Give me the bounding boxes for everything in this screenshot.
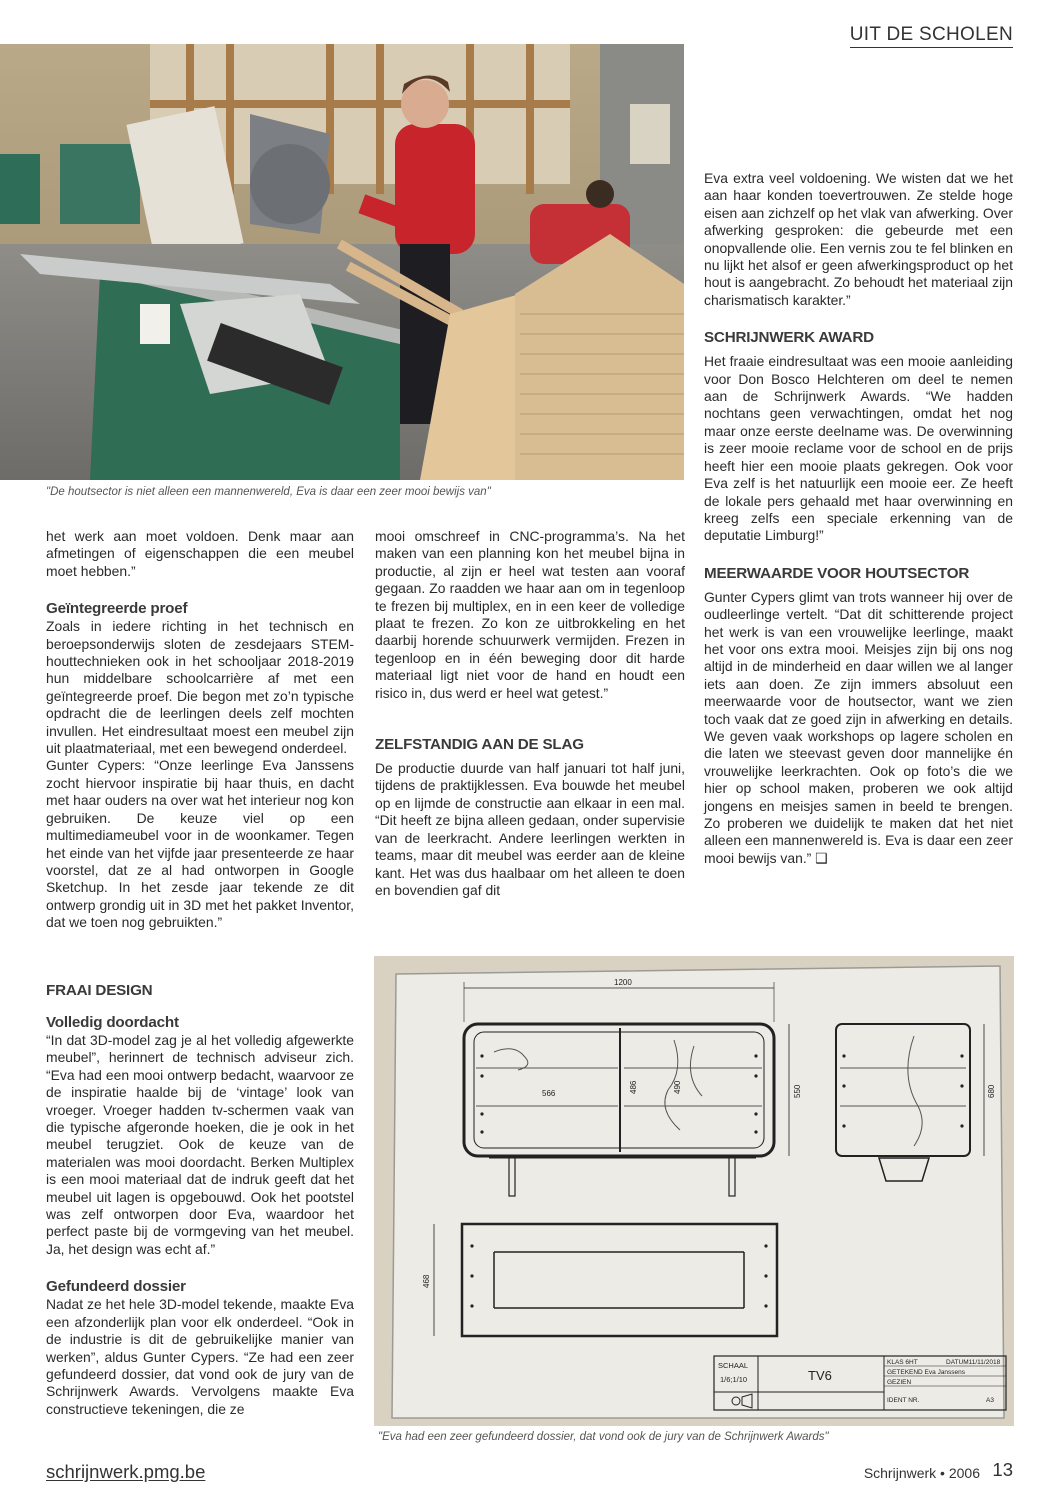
column-1-lower [46,982,354,1418]
schaal-label: SCHAAL [718,1361,749,1370]
column-1 [46,528,354,932]
column-1-lower-paragraph-2: Nadat ze het hele 3D-model tekende, maakte Eva een afzonderlijk plan voor elk onderdeel. “Ook in de industrie is dit de gebruikelijke manier van werken”, aldus Gunter Cypers. “Ze had een zeer gefundeerd dossier, dat vond ook de jury van de Schrijnwerk Awards. Vervolgens maakte Eva constructieve tekeningen, die ze [46,1296,354,1417]
ident: IDENT NR. [887,1397,920,1404]
technical-drawing [374,956,1014,1426]
heading-zelfstandig: ZELFSTANDIG AAN DE SLAG [375,736,584,754]
heading-meerwaarde: MEERWAARDE VOOR HOUTSECTOR [704,564,970,582]
column-3 [704,170,1013,867]
workshop-photo [0,44,684,480]
dim-height: 550 [793,1084,802,1098]
column-1-lower-paragraph-1: “In dat 3D-model zag je al het volledig afgewerkte meubel”, herinnert de technisch adviseur zich. “Eva had een mooi ontwerp bedacht, waarvoor ze de inspiratie haalde bij de ‘vintage’ look van vroeger. Vroeger hadden tv-schermen vaak van die typische afgeronde hoeken, die je ook in het meubel terugziet. Ook de keuze van de materialen was mooi doordacht. Berken Multiplex is een mooi materiaal dat de indruk geeft dat het meubel uit lagen is opgebouwd. Ook het pootstel was zelf ontworpen door Eva, waardoor het perfect paste bij de vormgeving van het meubel. Ja, het design was echt af.” [46,1032,354,1257]
dim-h2: 490 [673,1080,682,1094]
column-1-paragraph-1: Zoals in iedere richting in het technisch en beroepsonderwijs sloten de zesdejaars STEM-houttechnieken ook in het schooljaar 2018-2019 hun middelbare schoolcarrière af met een geïntegreerde proef. Die begon met zo’n typische opdracht die de leerlingen deels zelf mochten invullen. Het eindresultaat moest een meubel zijn uit plaatmateriaal, met een bewegend onderdeel. [46,618,354,757]
section-label: UIT DE SCHOLEN [850,24,1013,48]
datum: DATUM11/11/2018 [946,1359,1001,1366]
heading-gefundeerd-dossier: Gefundeerd dossier [46,1278,186,1296]
column-2-paragraph-1: mooi omschreef in CNC-programma’s. Na het maken van een planning kon het meubel bijna in productie, al zijn er heel wat testen aan vooraf gegaan. Zo raadden we haar aan om in tegenloop te frezen bij multiplex, en in een keer de volledige plaat te frezen. Zo kon ze uitbrokkeling en het daarbij horende schuurwerk vermijden. Frezen in tegenloop en in één beweging door dit harde materiaal ligt niet voor de hand en houdt een risico in, dus werd er heel wat getest.” [375,528,685,701]
dim-width: 1200 [614,978,632,987]
column-3-paragraph-3-text: Gunter Cypers glimt van trots wanneer hij over de oudleerlinge vertelt. “Dat dit schitterende project het werk is van een vrouwelijke leerlinge, maakt het voor ons extra mooi. Meisjes zijn bij ons nog altijd in de minderheid en daar willen we al langer iets aan doen. Ze zijn immers absoluut een meerwaarde voor de houtsector, want we zien toch vaak dat ze goed zijn in afwerking en details. We geven vaak workshops op lagere scholen en die laten we steevast geven door mannelijke én vrouwelijke leerkrachten. Ook op foto’s die we hier op school maken, proberen we ook altijd jongens en meisjes samen in beeld te brengen. Zo proberen we duidelijk te maken dat het niet alleen een mannenwereld is. Eva is daar een zeer mooi bewijs van.” [704,588,1013,866]
dim-bottom: 468 [422,1274,431,1288]
klas: KLAS 6HT [887,1359,918,1366]
column-2-paragraph-2: De productie duurde van half januari tot half juni, tijdens de praktijklessen. Eva bouwde het meubel op en lijmde de constructie aan elkaar in een mal. “Dit heeft ze bijna alleen gedaan, onder supervisie van de leerkracht. Andere leerlingen werkten in teams, maar dit meubel was eerder aan de kleine kant. Het was dus haalbaar om het alleen te doen en bovendien gaf dit [375,760,685,898]
column-3-paragraph-3 [704,589,1013,868]
getekend: GETEKEND Eva Janssens [887,1369,966,1376]
dim-inner: 566 [542,1089,556,1098]
column-3-paragraph-1: Eva extra veel voldoening. We wisten dat we het aan haar konden toevertrouwen. Ze stelde hoge eisen aan zichzelf op het vlak van afwerking. Over afwerking gesproken: die gebeurde met een onopvallende olie. Een vernis zou te fel blinken en nu lijkt het alsof er geen afwerkingsproduct op het hout is aangebracht. Zo behoudt het materiaal zijn charismatisch karakter.” [704,170,1013,308]
heading-volledig-doordacht: Volledig doordacht [46,1014,179,1031]
column-2 [375,528,685,899]
schaal-value: 1/6;1/10 [720,1375,748,1384]
footer-url-link[interactable]: schrijnwerk.pmg.be [46,1461,206,1482]
format: A3 [986,1397,994,1404]
column-3-paragraph-2: Het fraaie eindresultaat was een mooie aanleiding voor Don Bosco Helchteren om deel te nemen aan de Schrijnwerk Awards. “We hadden nochtans geen verwachtingen, omdat het nog maar onze eerste deelname was. De overwinning is zeer mooie reclame voor de school en de prijs heeft hier een mooie plaats gekregen. Ook voor Eva zelf is het natuurlijk een mooie eer. Ze heeft de lokale pers gehaald met haar overwinning en kreeg zelfs een speciale erkenning van de deputatie Limburg!” [704,353,1013,544]
page-number: 13 [992,1459,1013,1480]
heading-fraai-design: FRAAI DESIGN [46,982,153,999]
heading-geintegreerde-proef: Geïntegreerde proef [46,600,188,618]
photo-caption: "De houtsector is niet alleen een mannenwereld, Eva is daar een zeer mooi bewijs van" [46,486,491,498]
column-1-intro: het werk aan moet voldoen. Denk maar aan afmetingen of eigenschappen die een meubel moet hebben.” [46,528,354,579]
end-mark-icon: ❑ [815,849,828,866]
drawing-title: TV6 [808,1368,832,1383]
dim-h1: 486 [629,1080,638,1094]
heading-schrijnwerk-award: SCHRIJNWERK AWARD [704,329,874,347]
drawing-caption: "Eva had een zeer gefundeerd dossier, dat vond ook de jury van de Schrijnwerk Awards" [378,1431,829,1443]
column-1-paragraph-2: Gunter Cypers: “Onze leerlinge Eva Janssens zocht hiervoor inspiratie bij haar thuis, en dacht met haar ouders na over wat het interieur nog kon gebruiken. De keuze viel op een multimediameubel voor in de woonkamer. Tegen het einde van het vijfde jaar presenteerde ze haar voorstel, dat ze al had ontworpen in Google Sketchup. In het zesde jaar tekende ze dit ontwerp grondig uit in 3D met het pakket Inventor, dat we toen nog gebruikten.” [46,757,354,931]
footer-magazine: Schrijnwerk • 2006 [863,1465,980,1481]
dim-side: 680 [987,1084,996,1098]
gezien: GEZIEN [887,1379,912,1386]
